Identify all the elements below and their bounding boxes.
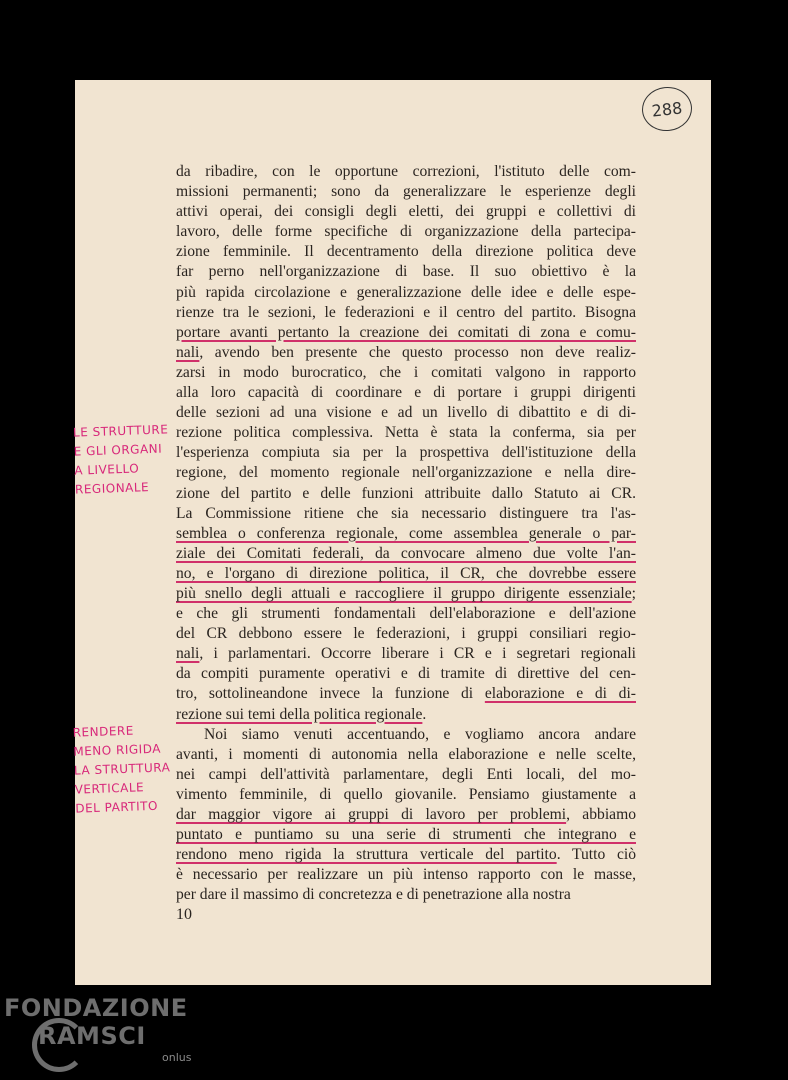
body-text	[176, 162, 636, 905]
text-line: no, e l'organo di direzione politica, il CR, che dovrebbe essere	[176, 564, 636, 582]
text-line: rienze tra le sezioni, le federazioni e il centro del partito. Bisogna	[176, 303, 636, 321]
logo-g-mark-icon	[32, 1018, 86, 1072]
margin-note-structure	[72, 720, 172, 818]
text-line: portare avanti pertanto la creazione dei comitati di zona e comu-	[176, 323, 636, 341]
note-line: VERTICALE	[74, 780, 145, 797]
text-line: per dare il massimo di concretezza e di penetrazione alla nostra	[176, 886, 571, 904]
text-line: far perno nell'organizzazione di base. Il suo obiettivo è la	[176, 263, 636, 281]
text-line: nali, avendo ben presente che questo processo non deve realiz-	[176, 343, 636, 361]
note-line: A LIVELLO	[74, 461, 140, 478]
note-line: LE STRUTTURE	[72, 422, 169, 440]
text-line: avanti, i momenti di autonomia nella elaborazione e nelle scelte,	[176, 745, 636, 763]
note-line: RENDERE	[72, 723, 135, 740]
text-line: l'esperienza compiuta sia per la prospettiva dell'istituzione della	[176, 444, 636, 462]
text-line: più snello degli attuali e raccogliere il gruppo dirigente essenziale;	[176, 584, 636, 602]
text-line: zarsi in modo burocratico, che i comitati valgono in rapporto	[176, 363, 636, 381]
text-line: puntato e puntiamo su una serie di strumenti che integrano e	[176, 826, 636, 844]
note-line: E GLI ORGANI	[73, 441, 163, 459]
logo-onlus: onlus	[162, 1051, 192, 1064]
note-line: LA STRUTTURA	[73, 760, 171, 778]
page-number: 10	[176, 906, 192, 923]
text-line: lavoro, delle forme specifiche di organizzazione della partecipa-	[176, 223, 636, 241]
margin-note-regional	[73, 420, 171, 499]
text-line: da compiti puramente operativi e di tramite di direttive del cen-	[176, 665, 636, 683]
text-line: rendono meno rigida la struttura verticale del partito. Tutto ciò	[176, 846, 636, 864]
text-line: semblea o conferenza regionale, come assemblea generale o par-	[176, 524, 636, 542]
text-line: da ribadire, con le opportune correzioni, l'istituto delle com-	[176, 163, 636, 180]
logo-line2: RAMSCI	[38, 1022, 146, 1050]
text-line: zione del partito e delle funzioni attribuite dallo Statuto ai CR.	[176, 484, 636, 502]
text-line: Noi siamo venuti accentuando, e vogliamo ancora andare	[204, 725, 636, 743]
text-line: del CR debbono essere le federazioni, i gruppi consiliari regio-	[176, 625, 636, 643]
text-line: tro, sottolineandone invece la funzione di elaborazione e di di-	[176, 685, 636, 703]
text-line: nali, i parlamentari. Occorre liberare i CR e i segretari regionali	[176, 645, 636, 663]
text-line: ziale dei Comitati federali, da convocare almeno due volte l'an-	[176, 544, 636, 562]
text-line: è necessario per realizzare un più intenso rapporto con le masse,	[176, 866, 636, 884]
text-line: regione, del momento regionale nell'organizzazione e nella dire-	[176, 464, 636, 482]
fondazione-gramsci-logo	[4, 994, 192, 1064]
text-line: nei campi dell'attività parlamentare, degli Enti locali, del mo-	[176, 765, 636, 783]
text-line: dar maggior vigore ai gruppi di lavoro per problemi, abbiamo	[176, 806, 637, 823]
text-line: alla loro capacità di coordinare e di portare i gruppi dirigenti	[176, 384, 636, 402]
text-line: più rapida circolazione e generalizzazione delle idee e delle espe-	[176, 283, 636, 301]
text-line: attivi operai, dei consigli degli eletti, dei gruppi e collettivi di	[176, 203, 636, 221]
logo-line1: FONDAZIONE	[4, 994, 188, 1022]
note-line: DEL PARTITO	[75, 798, 159, 816]
text-line: La Commissione ritiene che sia necessario distinguere tra l'as-	[176, 504, 636, 522]
note-line: MENO RIGIDA	[73, 741, 162, 759]
text-line: e che gli strumenti fondamentali dell'elaborazione e dell'azione	[176, 605, 636, 623]
text-line: missioni permanenti; sono da generalizzare le esperienze degli	[176, 183, 636, 201]
text-line: rezione sui temi della politica regionale.	[176, 705, 427, 723]
stamp-number: 288	[650, 97, 684, 121]
note-line: REGIONALE	[74, 480, 150, 497]
text-line: rezione politica complessiva. Netta è stata la conferma, sia per	[176, 424, 636, 442]
text-line: vimento femminile, di quello giovanile. Pensiamo giustamente a	[176, 785, 636, 803]
text-line: zione femminile. Il decentramento della direzione politica deve	[176, 243, 636, 261]
text-line: delle sezioni ad una visione e ad un livello di dibattito e di di-	[176, 404, 636, 422]
